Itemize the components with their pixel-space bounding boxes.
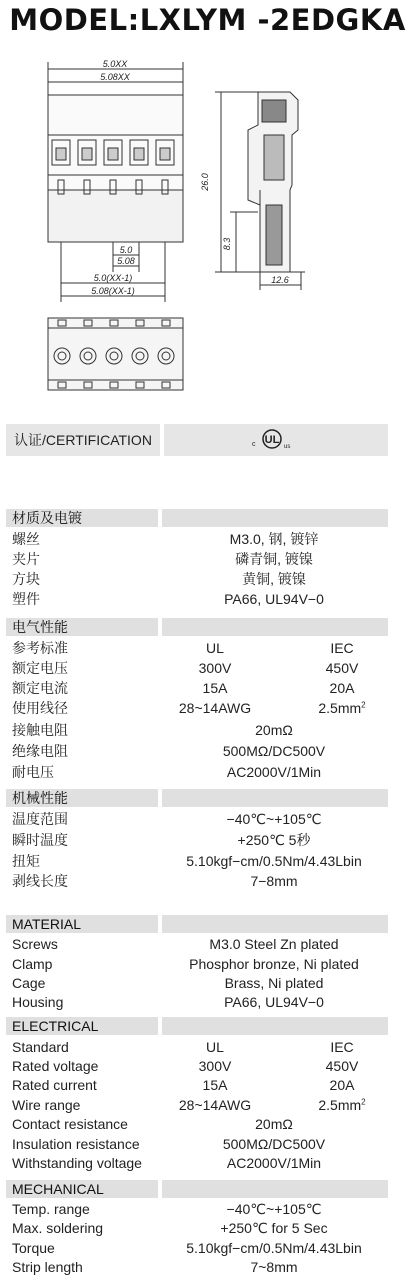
table-row: 螺丝 M3.0, 钢, 镀锌 <box>12 531 319 547</box>
table-row: Max. soldering +250℃ for 5 Sec <box>12 1220 328 1236</box>
certification-row <box>0 424 415 456</box>
dim-bottom-2: 5.08(XX-1) <box>91 286 135 296</box>
table-row: Screws M3.0 Steel Zn plated <box>12 936 339 952</box>
en-electrical-header: ELECTRICAL <box>6 1017 388 1035</box>
table-row: Clamp Phosphor bronze, Ni plated <box>12 956 359 972</box>
svg-text:UL: UL <box>264 434 280 446</box>
en-mechanical-header: MECHANICAL <box>6 1180 388 1198</box>
table-row: Insulation resistance 500MΩ/DC500V <box>12 1136 326 1152</box>
side-view <box>215 92 305 290</box>
dim-width: 12.6 <box>271 275 289 285</box>
table-row: Cage Brass, Ni plated <box>12 975 324 991</box>
table-row: 绝缘电阻 500MΩ/DC500V <box>12 743 326 759</box>
table-row: 温度范围 −40℃~+105℃ <box>12 811 322 827</box>
en-material-header: MATERIAL <box>6 915 388 933</box>
table-row: 夹片 磷青铜, 镀镍 <box>12 551 313 567</box>
table-row: 塑件 PA66, UL94V−0 <box>12 591 324 607</box>
table-row: Rated voltage 300V 450V <box>12 1058 359 1074</box>
table-row: 接触电阻 20mΩ <box>12 722 293 738</box>
model-title: MODEL:LXLYM -2EDGKA <box>9 3 406 37</box>
dim-top-1: 5.0XX <box>102 59 128 69</box>
table-row: Standard UL IEC <box>12 1039 354 1055</box>
dim-pitch-1: 5.0 <box>119 245 133 255</box>
table-row: 扭矩 5.10kgf−cm/0.5Nm/4.43Lbin <box>12 853 362 869</box>
dim-pitch-2: 5.08 <box>117 256 135 266</box>
front-view <box>48 62 183 302</box>
table-row: Temp. range −40℃~+105℃ <box>12 1201 322 1217</box>
dim-bottom-1: 5.0(XX-1) <box>93 273 133 283</box>
table-row: Rated current 15A 20A <box>12 1077 355 1093</box>
table-row: 额定电流 15A 20A <box>12 680 355 696</box>
certification-label: 认证/CERTIFICATION <box>6 424 160 456</box>
table-row: 使用线径 28~14AWG $2.5mm^2$ <box>12 700 366 716</box>
svg-text:c: c <box>252 441 256 448</box>
table-row: 耐电压 AC2000V/1Min <box>12 764 322 780</box>
dim-top-2: 5.08XX <box>100 72 130 82</box>
cn-mechanical-header: 机械性能 <box>6 789 388 807</box>
technical-drawing <box>0 40 415 410</box>
ul-mark-icon <box>164 424 388 456</box>
table-row: Withstanding voltage AC2000V/1Min <box>12 1155 322 1171</box>
table-row: 剥线长度 7−8mm <box>12 873 298 889</box>
table-row: 方块 黄铜, 镀镍 <box>12 571 306 587</box>
table-row: Torque 5.10kgf−cm/0.5Nm/4.43Lbin <box>12 1240 362 1256</box>
certification-value <box>164 424 388 456</box>
cn-material-header: 材质及电镀 <box>6 509 388 527</box>
table-row: 瞬时温度 +250℃ 5秒 <box>12 832 311 848</box>
table-row: 参考标准 UL IEC <box>12 640 354 656</box>
table-row: Strip length 7~8mm <box>12 1259 298 1275</box>
table-row: Housing PA66, UL94V−0 <box>12 994 324 1010</box>
table-row: Wire range 28~14AWG $2.5mm^2$ <box>12 1097 366 1113</box>
dim-height: 26.0 <box>200 173 210 191</box>
table-row: 额定电压 300V 450V <box>12 660 359 676</box>
svg-text:us: us <box>284 444 291 450</box>
table-row: Contact resistance 20mΩ <box>12 1116 293 1132</box>
dim-lower: 8.3 <box>222 237 232 251</box>
top-view <box>48 318 183 390</box>
cn-electrical-header: 电气性能 <box>6 618 388 636</box>
